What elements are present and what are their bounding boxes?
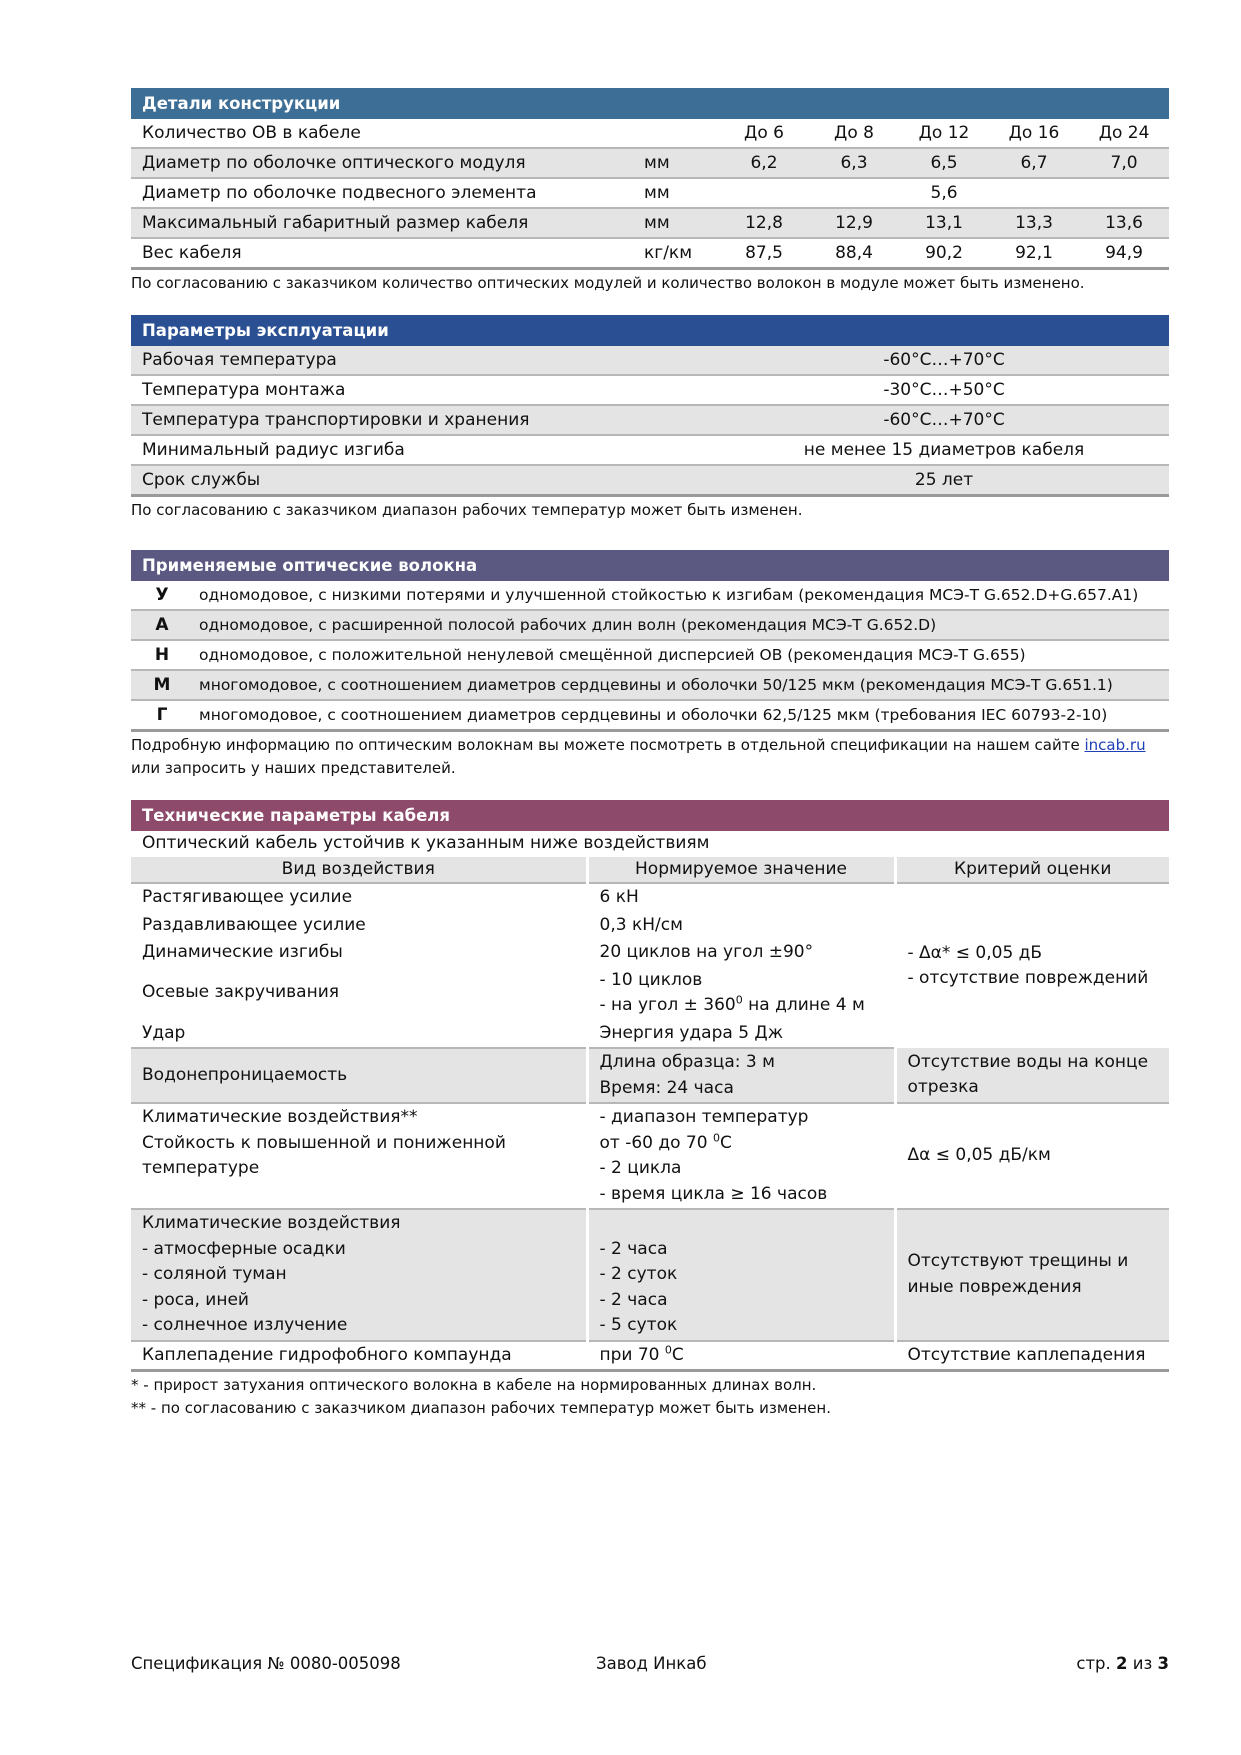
table-row — [131, 1341, 1169, 1371]
value-line: - время цикла ≥ 16 часов — [599, 1183, 828, 1204]
table-row — [131, 238, 1169, 269]
construction-table — [131, 88, 1169, 270]
fiber-desc: одномодовое, с расширенной полосой рабочих длин волн (рекомендация МСЭ-Т G.652.D) — [193, 610, 1169, 640]
table-row — [131, 1209, 1169, 1341]
effect-criteria — [895, 1048, 1169, 1103]
label-line: Климатические воздействия — [142, 1213, 401, 1233]
row-label: Минимальный радиус изгиба — [131, 435, 719, 465]
row-label: Температура транспортировки и хранения — [131, 405, 719, 435]
effect-criteria — [895, 1209, 1169, 1341]
operation-header — [131, 315, 1169, 346]
tech-header — [131, 800, 1169, 831]
label-line: - солнечное излучение — [142, 1315, 348, 1335]
row-label: Рабочая температура — [131, 346, 719, 375]
row-value: -60°С…+70°С — [719, 405, 1169, 435]
operation-note: По согласованию с заказчиком диапазон рабочих температур может быть изменен. — [131, 501, 803, 519]
effect-label: Динамические изгибы — [142, 942, 343, 962]
effect-value — [587, 1209, 895, 1341]
spec-number: Спецификация № 0080-005098 — [131, 1654, 401, 1673]
fiber-desc: одномодовое, с положительной ненулевой смещённой дисперсией ОВ (рекомендация МСЭ-Т G.655) — [193, 640, 1169, 670]
cell-value: 13,6 — [1079, 208, 1169, 238]
cell-value: 6,7 — [989, 148, 1079, 178]
table-row — [131, 1048, 1169, 1103]
tech-title: Технические параметры кабеля — [142, 806, 450, 825]
fibers-note — [131, 734, 1169, 780]
table-row — [131, 148, 1169, 178]
effect-label — [131, 1103, 587, 1209]
criteria-line: отрезка — [907, 1077, 979, 1097]
table-row — [131, 700, 1169, 731]
criteria-line: - отсутствие повреждений — [907, 968, 1149, 988]
value-part: С — [719, 1132, 732, 1153]
row-label: Срок службы — [131, 465, 719, 496]
fiber-count-row — [131, 119, 1169, 148]
cell-value: 12,9 — [809, 208, 899, 238]
cell-value: 5,6 — [719, 178, 1169, 208]
effect-value: 0,3 кН/см — [587, 912, 895, 940]
fibers-table — [131, 550, 1169, 732]
effect-criteria: Δα ≤ 0,05 дБ/км — [895, 1103, 1169, 1209]
table-row — [131, 375, 1169, 405]
cell-value: 12,8 — [719, 208, 809, 238]
label-line: Климатические воздействия** — [142, 1107, 418, 1127]
tech-table — [131, 800, 1169, 1372]
value-line: - 10 циклов — [599, 969, 703, 990]
cell-value: 90,2 — [899, 238, 989, 269]
table-row — [131, 1103, 1169, 1209]
row-label: Диаметр по оболочке подвесного элемента — [131, 178, 633, 208]
cell-value: 87,5 — [719, 238, 809, 269]
effect-label: Растягивающее усилие — [142, 887, 353, 907]
row-label: Температура монтажа — [131, 375, 719, 405]
row-unit: мм — [633, 178, 719, 208]
value-sup: 0 — [735, 993, 743, 1007]
value-line — [600, 993, 883, 1019]
page-prefix: стр. — [1076, 1654, 1117, 1673]
effect-value — [587, 1103, 895, 1209]
table-row — [131, 435, 1169, 465]
fiber-code: У — [131, 581, 193, 610]
tech-col-headers — [131, 857, 1169, 884]
effect-label: Осевые закручивания — [142, 982, 339, 1003]
col-header: Вид воздействия — [131, 857, 587, 884]
fibers-note-text: Подробную информацию по оптическим волокнам вы можете посмотреть в отдельной спецификации на нашем сайте — [131, 736, 1080, 754]
row-value: -60°С…+70°С — [719, 346, 1169, 375]
value-line: - 2 цикла — [599, 1158, 682, 1178]
fibers-title: Применяемые оптические волокна — [142, 556, 478, 575]
value-part: - на угол ± 360 — [599, 995, 736, 1015]
tech-note-1: * - прирост затухания оптического волокна в кабеле на нормированных длинах волн. — [131, 1376, 817, 1394]
value-line: - 2 часа — [599, 1238, 668, 1259]
row-label: Диаметр по оболочке оптического модуля — [131, 148, 633, 178]
document-page — [131, 88, 1169, 1420]
construction-note: По согласованию с заказчиком количество оптических модулей и количество волокон в модуле может быть изменено. — [131, 274, 1085, 292]
cell-value: 6,3 — [809, 148, 899, 178]
tech-note-2: ** - по согласованию с заказчиком диапазон рабочих температур может быть изменен. — [131, 1399, 831, 1417]
page-sep: из — [1127, 1654, 1158, 1673]
page-indicator — [1076, 1654, 1169, 1673]
construction-title: Детали конструкции — [142, 94, 341, 113]
construction-header — [131, 88, 1169, 119]
label-line: - соляной туман — [142, 1264, 287, 1284]
table-row — [131, 178, 1169, 208]
value-line: - диапазон температур — [599, 1107, 809, 1127]
label-line: Стойкость к повышенной и пониженной — [142, 1132, 506, 1153]
fiber-code: М — [131, 670, 193, 700]
criteria-line: Отсутствуют трещины и — [907, 1251, 1129, 1272]
effect-criteria: Отсутствие каплепадения — [895, 1341, 1169, 1371]
effect-value — [587, 967, 895, 1020]
table-row — [131, 581, 1169, 610]
cell-value: 92,1 — [989, 238, 1079, 269]
cell-value: 13,1 — [899, 208, 989, 238]
table-row — [131, 670, 1169, 700]
fiber-code: Г — [131, 700, 193, 731]
value-line: Длина образца: 3 м — [599, 1052, 775, 1072]
value-sup: 0 — [712, 1130, 720, 1144]
fiber-code: Н — [131, 640, 193, 670]
mech-criteria — [895, 883, 1169, 1048]
fiber-code: А — [131, 610, 193, 640]
company-name: Завод Инкаб — [596, 1654, 707, 1673]
effect-value: 6 кН — [587, 883, 895, 912]
value-sup: 0 — [664, 1342, 672, 1356]
effect-label: Каплепадение гидрофобного компаунда — [131, 1341, 587, 1371]
tech-intro-row — [131, 831, 1169, 857]
value-line: - 2 часа — [599, 1289, 668, 1310]
label-line: - роса, иней — [142, 1289, 249, 1310]
row-value: -30°С…+50°С — [719, 375, 1169, 405]
value-part: С — [671, 1344, 684, 1365]
table-row — [131, 465, 1169, 496]
fiber-desc: одномодовое, с низкими потерями и улучшенной стойкостью к изгибам (рекомендация МСЭ-Т G.652.D+G.657.A1) — [193, 581, 1169, 610]
effect-value — [587, 1341, 895, 1371]
col-header: Критерий оценки — [895, 857, 1169, 884]
cell-value: 6,2 — [719, 148, 809, 178]
fibers-note-text-2: или запросить у наших представителей. — [131, 759, 456, 777]
col-header: До 24 — [1079, 119, 1169, 148]
row-unit: мм — [633, 148, 719, 178]
label-line: - атмосферные осадки — [142, 1238, 346, 1259]
fiber-count-label: Количество ОВ в кабеле — [131, 119, 633, 148]
cell-value: 6,5 — [899, 148, 989, 178]
effect-label: Водонепроницаемость — [131, 1048, 587, 1103]
value-line: Время: 24 часа — [599, 1077, 734, 1098]
effect-label: Удар — [131, 1020, 587, 1049]
value-part: на длине 4 м — [742, 995, 865, 1015]
col-header: До 16 — [989, 119, 1079, 148]
value-part: от -60 до 70 — [599, 1132, 713, 1153]
page-number: 2 — [1116, 1654, 1128, 1673]
row-value: не менее 15 диаметров кабеля — [719, 435, 1169, 465]
incab-link[interactable]: incab.ru — [1084, 736, 1146, 754]
criteria-line: иные повреждения — [907, 1276, 1082, 1297]
cell-value: 88,4 — [809, 238, 899, 269]
table-row — [131, 883, 1169, 912]
label-line: температуре — [142, 1158, 260, 1178]
criteria-line: - Δα* ≤ 0,05 дБ — [907, 942, 1043, 963]
value-line: - 5 суток — [599, 1315, 678, 1335]
operation-table — [131, 315, 1169, 497]
cell-value: 13,3 — [989, 208, 1079, 238]
cell-value: 7,0 — [1079, 148, 1169, 178]
row-label: Вес кабеля — [131, 238, 633, 269]
value-line — [600, 1131, 883, 1157]
col-header: До 8 — [809, 119, 899, 148]
effect-value: Энергия удара 5 Дж — [587, 1020, 895, 1049]
tech-intro: Оптический кабель устойчив к указанным ниже воздействиям — [142, 833, 710, 853]
row-unit: кг/км — [633, 238, 719, 269]
effect-label — [131, 1209, 587, 1341]
fiber-desc: многомодовое, с соотношением диаметров сердцевины и оболочки 50/125 мкм (рекомендация МСЭ-Т G.651.1) — [193, 670, 1169, 700]
criteria-line: Отсутствие воды на конце — [907, 1051, 1149, 1072]
value-line: - 2 суток — [599, 1264, 678, 1284]
col-header: До 6 — [719, 119, 809, 148]
value-part: при 70 — [599, 1344, 665, 1365]
effect-value — [587, 1048, 895, 1103]
row-value: 25 лет — [719, 465, 1169, 496]
col-header: Нормируемое значение — [587, 857, 895, 884]
table-row — [131, 405, 1169, 435]
fibers-header — [131, 550, 1169, 581]
table-row — [131, 640, 1169, 670]
table-row — [131, 208, 1169, 238]
effect-label: Раздавливающее усилие — [142, 914, 366, 935]
col-header: До 12 — [899, 119, 989, 148]
cell-value: 94,9 — [1079, 238, 1169, 269]
page-total: 3 — [1157, 1654, 1169, 1673]
operation-title: Параметры эксплуатации — [142, 321, 389, 340]
fiber-desc: многомодовое, с соотношением диаметров сердцевины и оболочки 62,5/125 мкм (требования IEC 60793-2-10) — [193, 700, 1169, 731]
table-row — [131, 610, 1169, 640]
effect-value: 20 циклов на угол ±90° — [587, 939, 895, 967]
row-label: Максимальный габаритный размер кабеля — [131, 208, 633, 238]
row-unit: мм — [633, 208, 719, 238]
table-row — [131, 346, 1169, 375]
